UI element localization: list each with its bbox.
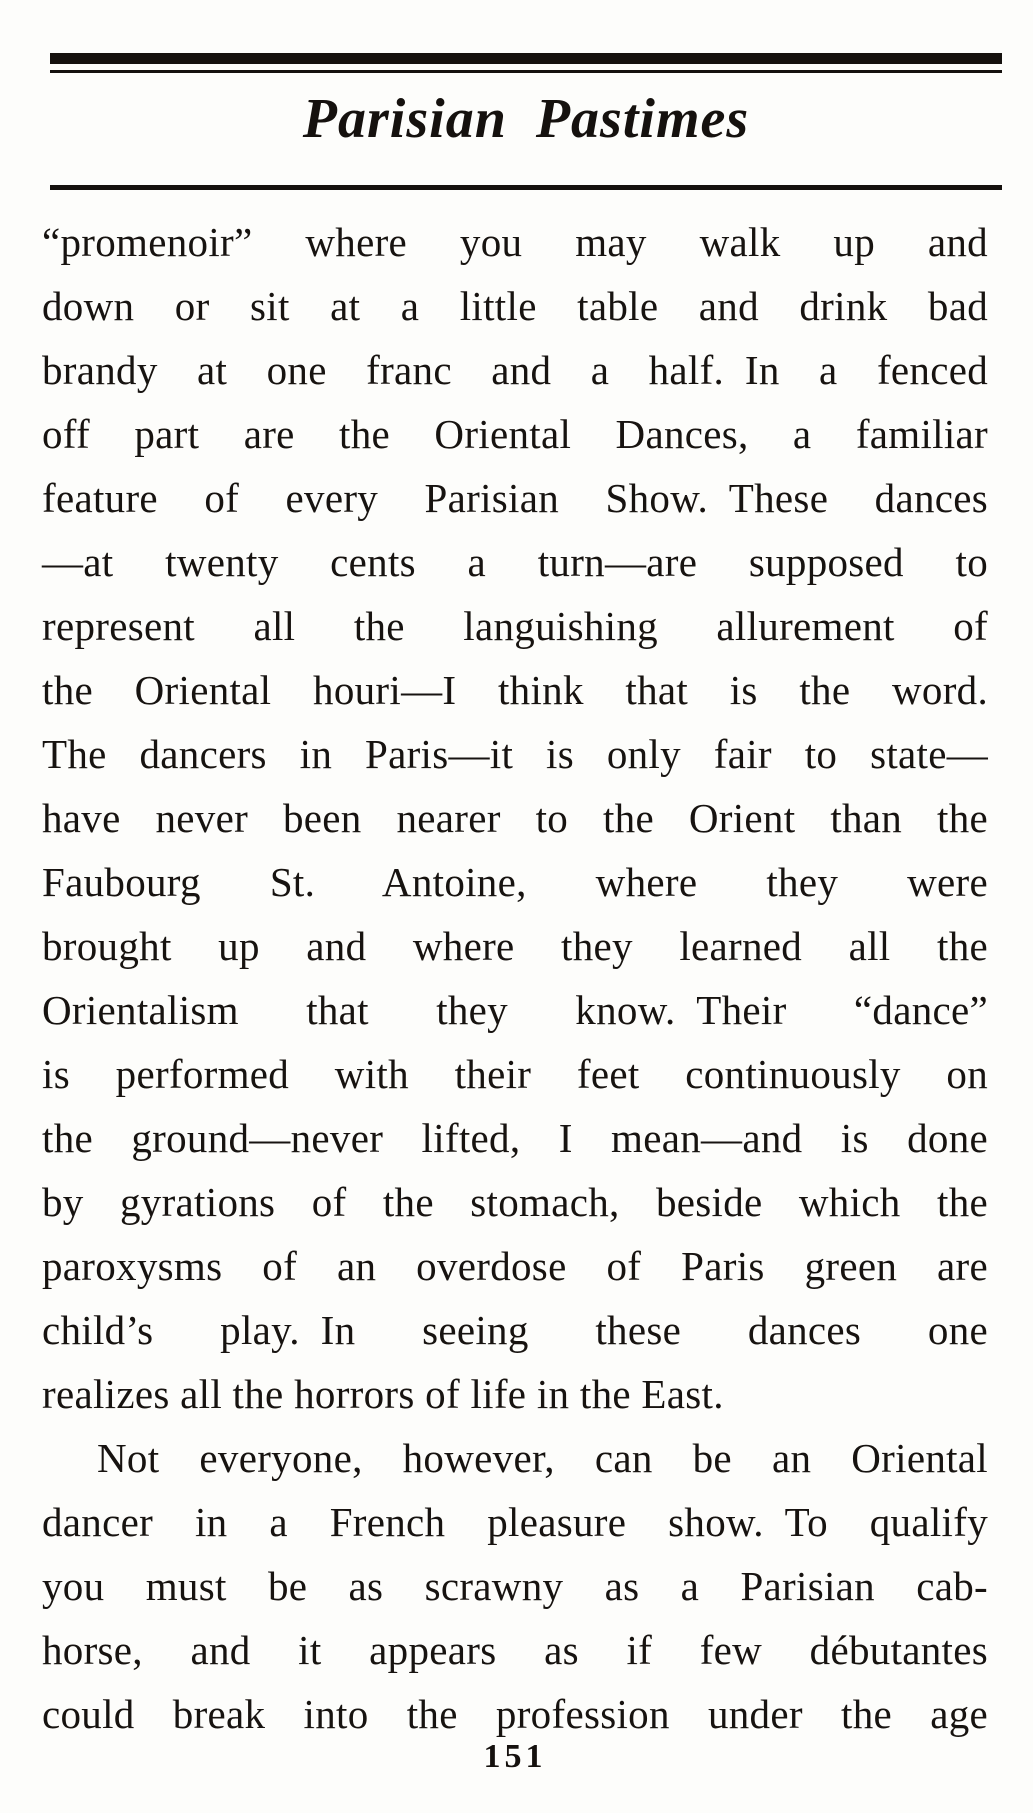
text-line: have never been nearer to the Orient than the bbox=[42, 795, 988, 841]
text-line: dancer in a French pleasure show. To qualify bbox=[42, 1499, 988, 1545]
text-line: down or sit at a little table and drink bad bbox=[42, 283, 988, 329]
text-line: paroxysms of an overdose of Paris green are bbox=[42, 1243, 988, 1289]
text-line: Not everyone, however, can be an Oriental bbox=[97, 1435, 988, 1481]
text-line: by gyrations of the stomach, beside which the bbox=[42, 1179, 988, 1225]
text-line: horse, and it appears as if few débutantes bbox=[42, 1627, 988, 1673]
text-line: The dancers in Paris—it is only fair to state— bbox=[42, 731, 988, 777]
text-line: off part are the Oriental Dances, a familiar bbox=[42, 411, 988, 457]
paragraph-continued bbox=[42, 210, 988, 1426]
text-line: is performed with their feet continuously on bbox=[42, 1051, 988, 1097]
text-line: could break into the profession under the age bbox=[42, 1691, 988, 1737]
title-underline-rule bbox=[50, 185, 1002, 190]
text-line: the ground—never lifted, I mean—and is done bbox=[42, 1115, 988, 1161]
text-line: —at twenty cents a turn—are supposed to bbox=[42, 539, 988, 585]
page-title: Parisian Pastimes bbox=[302, 88, 750, 150]
text-line: the Oriental houri—I think that is the word. bbox=[42, 667, 988, 713]
top-rule-thin bbox=[50, 70, 1002, 73]
text-line: Orientalism that they know. Their “dance” bbox=[42, 987, 988, 1033]
text-line: represent all the languishing allurement of bbox=[42, 603, 988, 649]
text-line: realizes all the horrors of life in the East. bbox=[42, 1371, 724, 1417]
text-line: Faubourg St. Antoine, where they were bbox=[42, 859, 988, 905]
page-number: 151 bbox=[483, 1738, 547, 1775]
text-line: child’s play. In seeing these dances one bbox=[42, 1307, 988, 1353]
body-text bbox=[42, 210, 988, 1746]
paragraph bbox=[42, 1426, 988, 1746]
text-line: brought up and where they learned all the bbox=[42, 923, 988, 969]
top-rule-thick bbox=[50, 53, 1002, 64]
text-line: brandy at one franc and a half. In a fenced bbox=[42, 347, 988, 393]
text-line: “promenoir” where you may walk up and bbox=[42, 219, 988, 265]
text-line: you must be as scrawny as a Parisian cab- bbox=[42, 1563, 988, 1609]
text-line: feature of every Parisian Show. These dances bbox=[42, 475, 988, 521]
